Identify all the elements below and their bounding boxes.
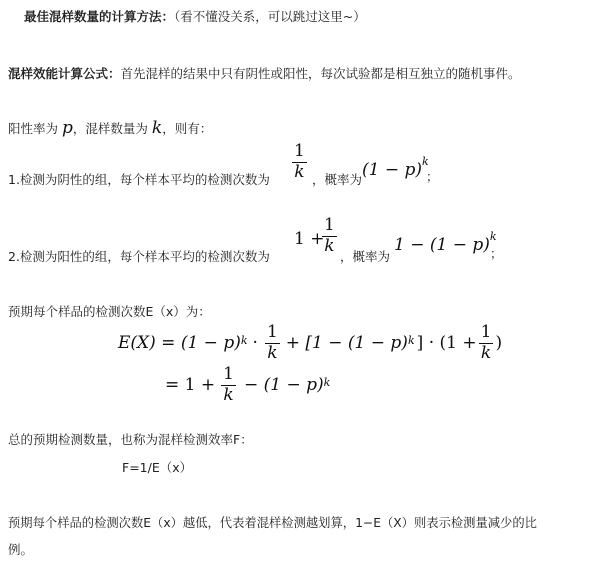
fraction-numerator: 1 [324,215,335,235]
efficiency-formula: F=1/E（x） [122,460,193,475]
fraction-numerator: 1 [294,141,305,161]
heading-line [24,8,366,26]
case-negative-text: 1.检测为阴性的组，每个样本平均的检测次数为 [8,172,270,187]
case-negative-probability [362,155,429,180]
expectation-close: ) [495,333,503,354]
def-mix-count-text: ，混样数量为 [72,121,148,136]
expectation-lhs: E(X) = (1 − p) [118,333,241,354]
heading-note: （看不懂没关系，可以跳过这里~） [174,9,366,24]
prob-exponent: k [489,230,497,244]
expectation-line-2: = 1 + $\frac{1}{k}$ − (1 − p) $^k$ [165,364,331,405]
expectation-mid-2: ] · (1 + [416,333,477,354]
formula-intro-line [8,65,521,83]
prob-exponent: k [422,155,429,169]
var-p: p [62,118,73,138]
conclusion-line-1: 预期每个样品的检测次数E（x）越低，代表着混样检测越划算，1−E（X）则表示检测量减少的比 [8,516,537,530]
case-negative-fraction [292,143,307,182]
expectation-line2-b: − (1 − p) [243,375,324,396]
fraction-denominator: k [223,384,234,405]
expectation-fraction-2 [479,324,494,363]
expectation-line2-a: = 1 + [165,375,216,396]
fraction-numerator: 1 [223,364,234,384]
fraction-denominator: k [294,161,305,182]
expectation-fraction-3 [221,366,236,405]
prob-base: 1 − (1 − p) [394,235,490,255]
case-negative-prob-label: ，概率为 [312,172,363,187]
def-positive-rate-text: 阳性率为 [8,121,59,136]
case-negative-end: ； [426,169,439,184]
case-positive-prob-label: ，概率为 [340,249,391,264]
heading-title: 最佳混样数量的计算方法： [24,9,175,24]
expectation-label: 预期每个样品的检测次数E（x）为： [8,304,211,319]
conclusion-line-2: 例。 [8,542,34,557]
formula-section-label: 混样效能计算公式： [8,66,121,81]
fraction-numerator: 1 [266,322,278,342]
prob-base: (1 − p) [362,160,423,180]
case-positive-end: ； [490,246,503,261]
var-k: k [151,118,163,138]
case-positive-probability [394,230,497,255]
expectation-fraction-1 [265,324,280,363]
case-positive-lead: 1 + [294,229,325,249]
expectation-line-1: E(X) = (1 − p) $^k$ · $\frac{1}{k}$ + [1 − (1 − p) $^k$ ] · (1 + $\frac{1}{k}$ ) [118,322,503,363]
fraction-numerator: 1 [480,322,492,342]
dot-operator: · [252,333,258,354]
case-positive-fraction [322,217,337,256]
fraction-denominator: k [267,342,278,363]
def-end-text: ，则有： [162,121,213,136]
fraction-denominator: k [480,342,492,363]
expectation-mid: + [1 − (1 − p) [285,333,408,354]
formula-section-intro: 首先混样的结果中只有阴性或阳性，每次试验都是相互独立的随机事件。 [120,66,521,81]
efficiency-label: 总的预期检测数量，也称为混样检测效率F： [8,432,253,447]
case-positive-text: 2.检测为阳性的组，每个样本平均的检测次数为 [8,249,270,264]
fraction-denominator: k [324,235,335,256]
definitions-line [8,119,212,138]
